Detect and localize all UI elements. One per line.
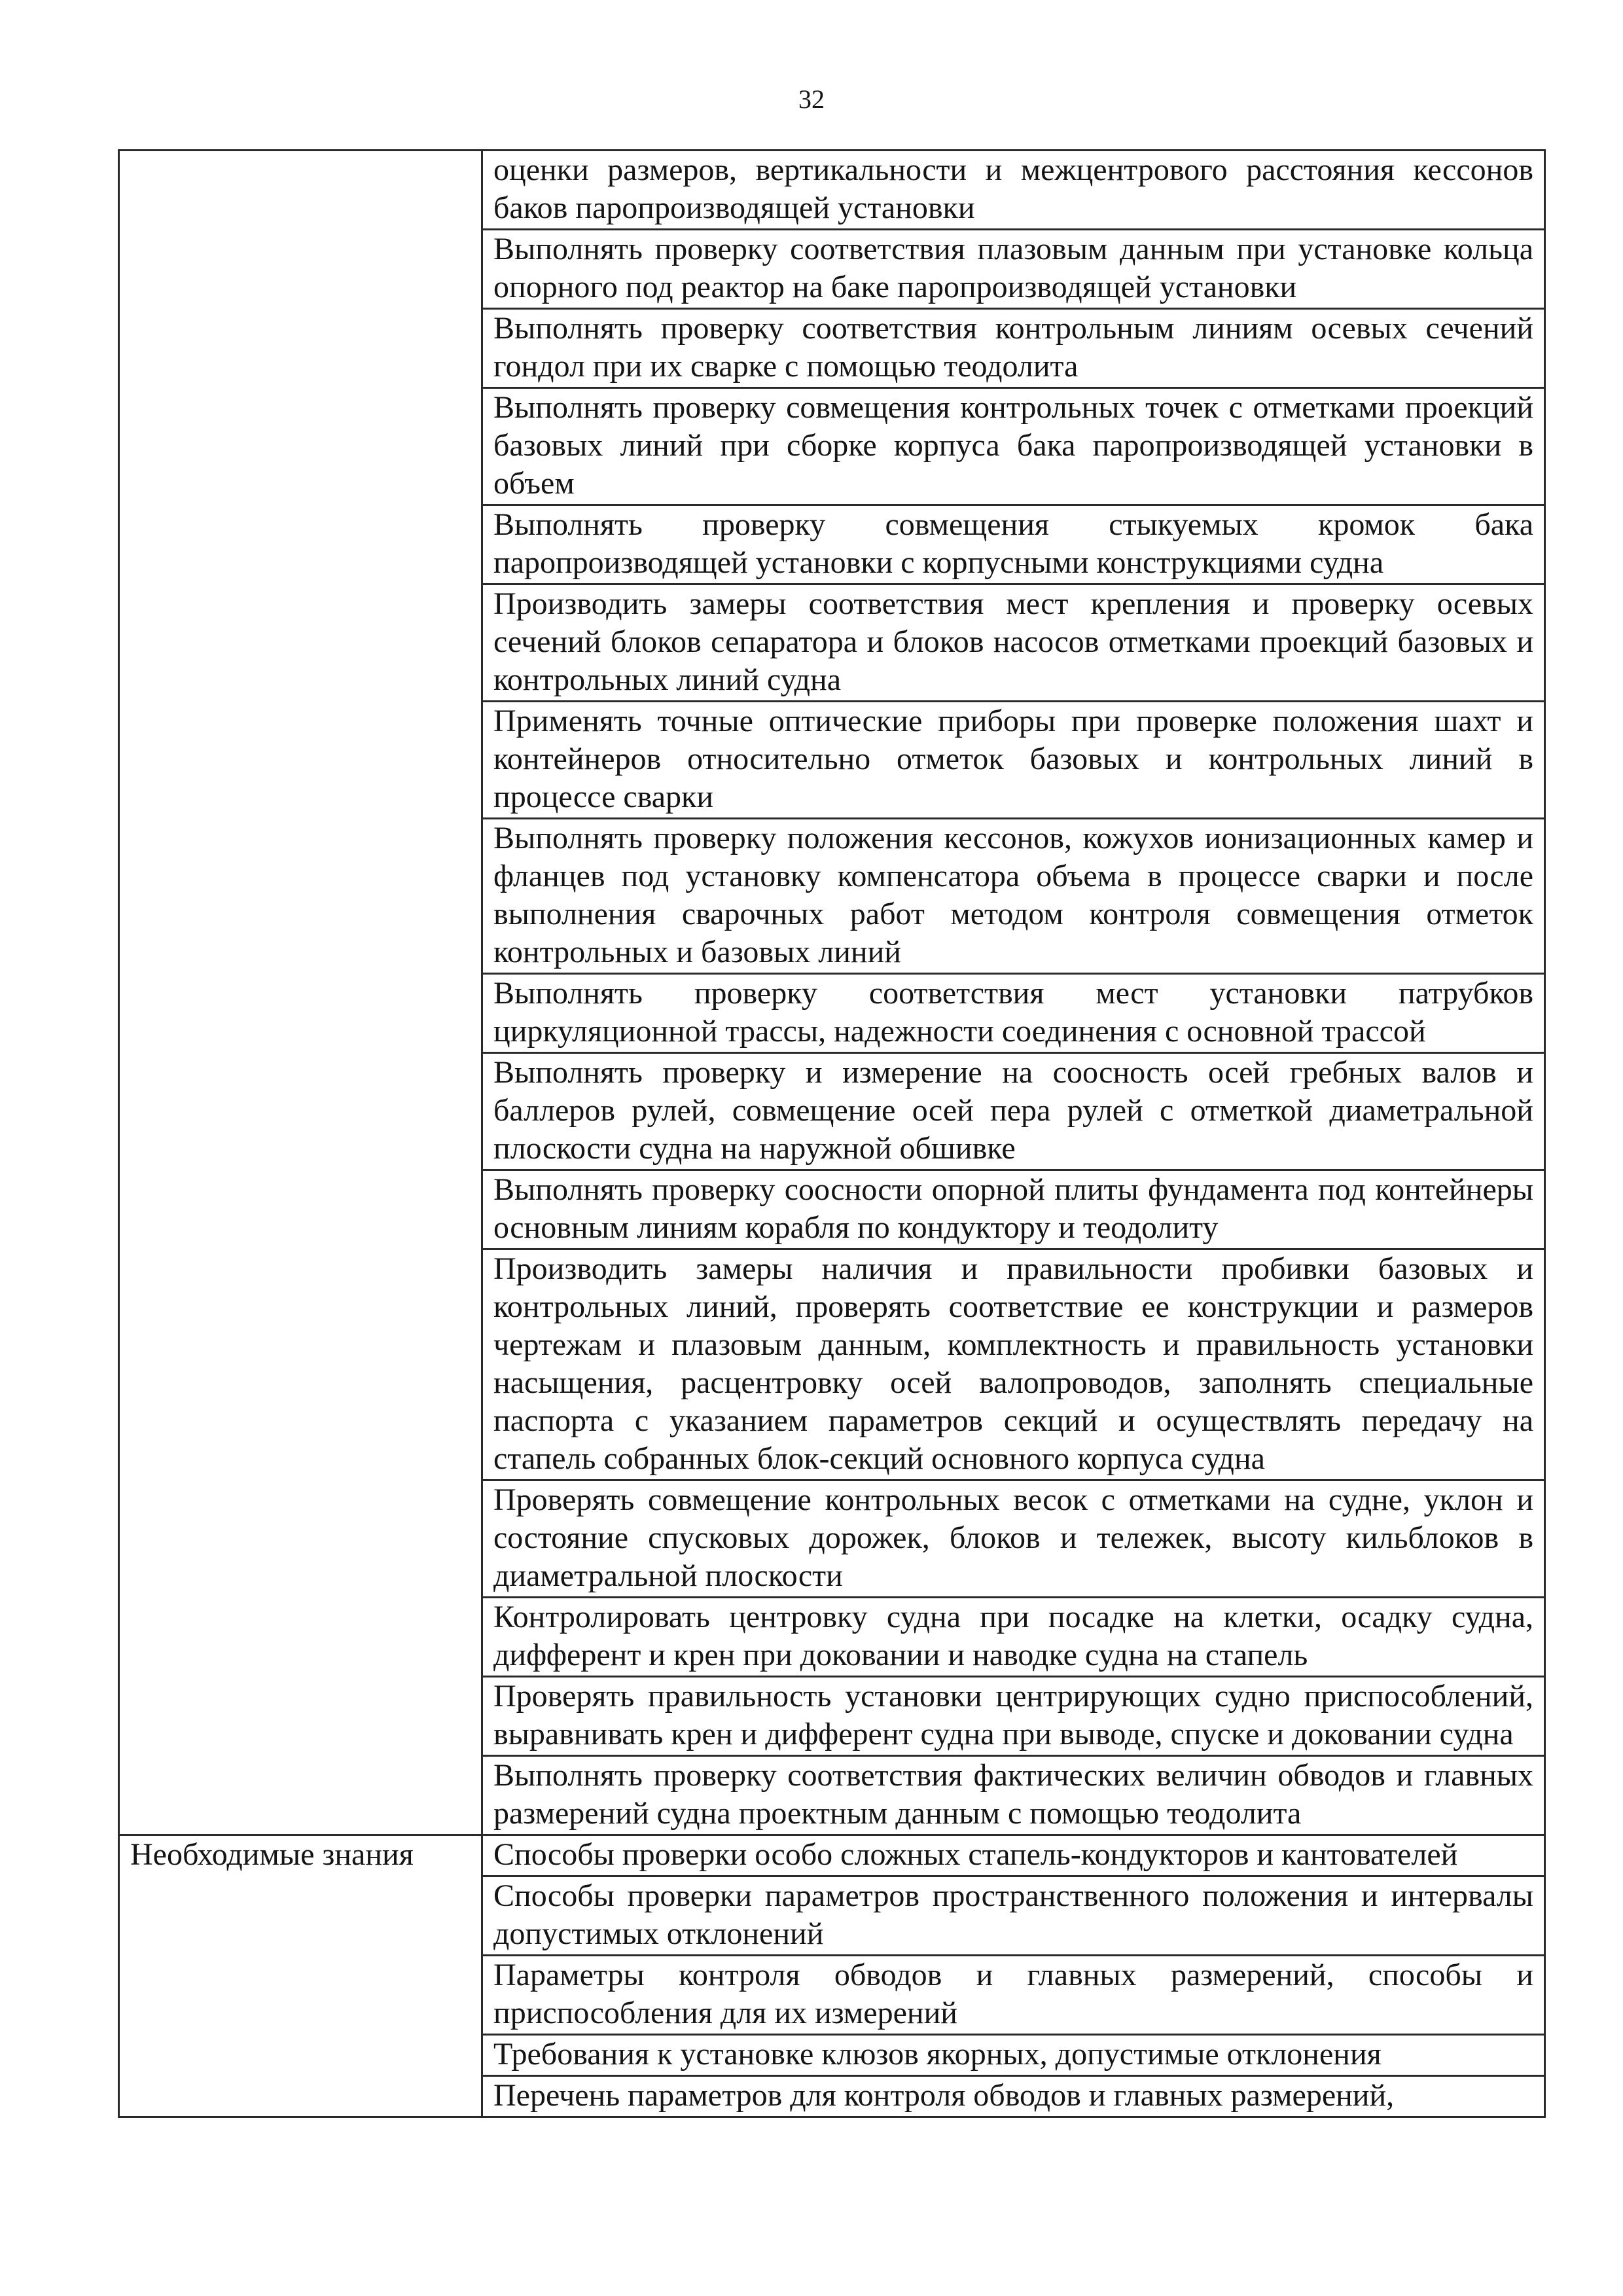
knowledge-item: Перечень параметров для контроля обводов и главных размерений, — [482, 2076, 1545, 2117]
skill-item: Выполнять проверку соответствия фактических величин обводов и главных размерений судна проектным данным с помощью теодолита — [482, 1756, 1545, 1835]
skill-item: Выполнять проверку соответствия плазовым данным при установке кольца опорного под реактор на баке паропроизводящей установки — [482, 230, 1545, 309]
knowledge-item: Параметры контроля обводов и главных размерений, способы и приспособления для их измерений — [482, 1956, 1545, 2035]
skill-item: Выполнять проверку положения кессонов, кожухов ионизационных камер и фланцев под установку компенсатора объема в процессе сварки и после выполнения сварочных работ методом контроля совмещения отметок контрольных и базовых линий — [482, 819, 1545, 974]
knowledge-item: Способы проверки особо сложных стапель-кондукторов и кантователей — [482, 1835, 1545, 1876]
skill-item: Производить замеры соответствия мест крепления и проверку осевых сечений блоков сепаратора и блоков насосов отметками проекций базовых и контрольных линий судна — [482, 584, 1545, 702]
knowledge-item: Требования к установке клюзов якорных, допустимые отклонения — [482, 2035, 1545, 2076]
skill-item: Применять точные оптические приборы при проверке положения шахт и контейнеров относительно отметок базовых и контрольных линий в процессе сварки — [482, 702, 1545, 819]
skill-item: оценки размеров, вертикальности и межцентрового расстояния кессонов баков паропроизводящей установки — [482, 151, 1545, 230]
skill-item: Проверять совмещение контрольных весок с отметками на судне, уклон и состояние спусковых дорожек, блоков и тележек, высоту кильблоков в диаметральной плоскости — [482, 1480, 1545, 1598]
page-number: 32 — [798, 84, 825, 114]
skill-item: Контролировать центровку судна при посадке на клетки, осадку судна, дифферент и крен при доковании и наводке судна на стапель — [482, 1598, 1545, 1677]
skill-item: Выполнять проверку и измерение на соосность осей гребных валов и баллеров рулей, совмещение осей пера рулей с отметкой диаметральной плоскости судна на наружной обшивке — [482, 1053, 1545, 1170]
skill-item: Проверять правильность установки центрирующих судно приспособлений, выравнивать крен и дифферент судна при выводе, спуске и доковании судна — [482, 1677, 1545, 1756]
skills-label-cell-continued — [119, 151, 482, 1835]
skill-item: Выполнять проверку соосности опорной плиты фундамента под контейнеры основным линиям корабля по кондуктору и теодолиту — [482, 1170, 1545, 1249]
skill-item: Выполнять проверку соответствия контрольным линиям осевых сечений гондол при их сварке с помощью теодолита — [482, 309, 1545, 388]
table-row — [119, 151, 1545, 230]
knowledge-label: Необходимые знания — [119, 1835, 482, 2117]
skill-item: Выполнять проверку совмещения контрольных точек с отметками проекций базовых линий при сборке корпуса бака паропроизводящей установки в объем — [482, 388, 1545, 505]
skill-item: Выполнять проверку совмещения стыкуемых кромок бака паропроизводящей установки с корпусными конструкциями судна — [482, 505, 1545, 584]
skill-item: Производить замеры наличия и правильности пробивки базовых и контрольных линий, проверять соответствие ее конструкции и размеров чертежам и плазовым данным, комплектность и правильность установки насыщения, расцентровку осей валопроводов, заполнять специальные паспорта с указанием параметров секций и осуществлять передачу на стапель собранных блок-секций основного корпуса судна — [482, 1249, 1545, 1480]
table-row — [119, 1835, 1545, 1876]
skills-table — [118, 149, 1546, 2118]
knowledge-item: Способы проверки параметров пространственного положения и интервалы допустимых отклонений — [482, 1876, 1545, 1956]
skill-item: Выполнять проверку соответствия мест установки патрубков циркуляционной трассы, надежности соединения с основной трассой — [482, 974, 1545, 1053]
